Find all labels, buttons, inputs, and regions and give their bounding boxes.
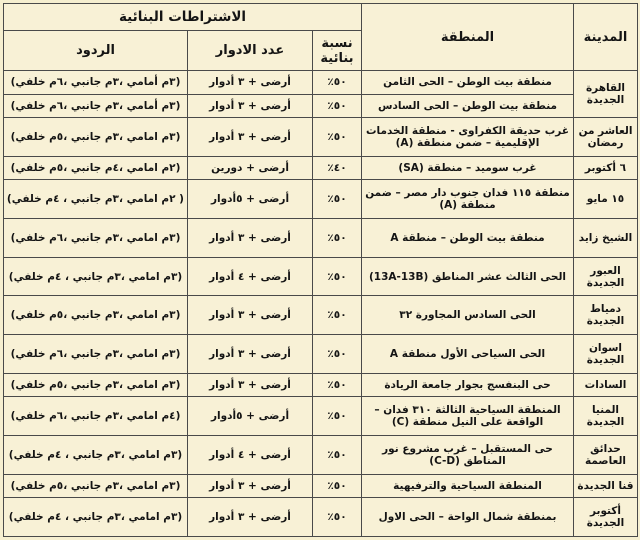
cell-city: قنا الجديدة	[574, 474, 638, 498]
cell-floors: أرضى + ٣ أدوار	[188, 118, 313, 157]
cell-ratio: ٥٠٪	[313, 435, 362, 474]
cell-ratio: ٥٠٪	[313, 397, 362, 436]
table-row	[4, 296, 638, 335]
cell-city: ١٥ مايو	[574, 180, 638, 219]
cell-area: حى البنفسج بجوار جامعة الريادة	[362, 373, 574, 397]
cell-area: غرب سوميد – منطقة (SA)	[362, 156, 574, 180]
cell-setbacks: (٣م أمامي ،٣م جانبي ،٦م خلفي)	[4, 94, 188, 118]
table-row	[4, 71, 638, 95]
header-setbacks: الردود	[4, 31, 188, 71]
cell-setbacks: (٤م امامي ،٣م جانبي ،٦م خلفي)	[4, 397, 188, 436]
cell-setbacks: (٣م امامي ،٣م جانبي ، ٤م خلفي)	[4, 257, 188, 296]
cell-setbacks: (٢م امامي ،٤م جانبي ،٥م خلفي)	[4, 156, 188, 180]
cell-setbacks: ( ٢م امامي ،٣م جانبي ، ٤م خلفي)	[4, 180, 188, 219]
cell-city: ٦ أكتوبر	[574, 156, 638, 180]
cell-setbacks: (٣م امامي ،٣م جانبي ،٥م خلفي)	[4, 118, 188, 157]
cell-city: الشيخ زايد	[574, 219, 638, 258]
cell-ratio: ٤٠٪	[313, 156, 362, 180]
cell-city: حدائق العاصمة	[574, 435, 638, 474]
cell-ratio: ٥٠٪	[313, 373, 362, 397]
cell-area: بمنطقة شمال الواحة – الحى الاول	[362, 498, 574, 537]
table-row	[4, 257, 638, 296]
cell-area: منطقة بيت الوطن – منطقة A	[362, 219, 574, 258]
cell-floors: أرضى + ٣ أدوار	[188, 335, 313, 374]
cell-floors: أرضى + ٣ أدوار	[188, 474, 313, 498]
cell-ratio: ٥٠٪	[313, 94, 362, 118]
header-area: المنطقة	[362, 4, 574, 71]
cell-ratio: ٥٠٪	[313, 296, 362, 335]
cell-setbacks: (٣م امامي ،٣م جانبي ،٥م خلفي)	[4, 474, 188, 498]
cell-area: المنطقة السياحية الثالثة ٣١٠ فدان – الواقعة على النيل منطقة (C)	[362, 397, 574, 436]
cell-city: أكتوبر الجديدة	[574, 498, 638, 537]
cell-floors: أرضى + ٣ أدوار	[188, 296, 313, 335]
table-row	[4, 474, 638, 498]
cell-setbacks: (٣م أمامي ،٣م جانبي ،٦م خلفي)	[4, 71, 188, 95]
cell-floors: أرضى + ٣ أدوار	[188, 94, 313, 118]
header-city: المدينة	[574, 4, 638, 71]
cell-city: القاهرة الجديدة	[574, 71, 638, 118]
table-row	[4, 156, 638, 180]
building-requirements-table	[3, 3, 638, 537]
cell-area: الحى السادس المجاورة ٣٢	[362, 296, 574, 335]
cell-ratio: ٥٠٪	[313, 335, 362, 374]
table-row	[4, 373, 638, 397]
cell-area: غرب حديقة الكفراوى - منطقة الخدمات الإقليمية – ضمن منطقة (A)	[362, 118, 574, 157]
cell-ratio: ٥٠٪	[313, 257, 362, 296]
cell-ratio: ٥٠٪	[313, 180, 362, 219]
cell-floors: أرضى + ٤ أدوار	[188, 257, 313, 296]
cell-city: دمياط الجديدة	[574, 296, 638, 335]
cell-floors: أرضى + ٥أدوار	[188, 180, 313, 219]
cell-area: حى المستقبل – غرب مشروع نور المناطق (C-D)	[362, 435, 574, 474]
table-row	[4, 397, 638, 436]
cell-floors: أرضى + ٣ أدوار	[188, 373, 313, 397]
table-row	[4, 118, 638, 157]
cell-city: العبور الجديدة	[574, 257, 638, 296]
header-ratio: نسبة بنائية	[313, 31, 362, 71]
table-row	[4, 94, 638, 118]
cell-setbacks: (٣م امامي ،٣م جانبي ،٦م خلفي)	[4, 335, 188, 374]
cell-ratio: ٥٠٪	[313, 219, 362, 258]
header-floors: عدد الادوار	[188, 31, 313, 71]
cell-area: المنطقة السياحية والترفيهية	[362, 474, 574, 498]
cell-area: منطقة ١١٥ فدان جنوب دار مصر – ضمن منطقة (A)	[362, 180, 574, 219]
table-row	[4, 435, 638, 474]
cell-city: العاشر من رمضان	[574, 118, 638, 157]
cell-floors: أرضى + ٣ أدوار	[188, 71, 313, 95]
cell-floors: أرضى + دورين	[188, 156, 313, 180]
cell-ratio: ٥٠٪	[313, 498, 362, 537]
table-body	[4, 71, 638, 537]
table-row	[4, 180, 638, 219]
cell-ratio: ٥٠٪	[313, 474, 362, 498]
cell-ratio: ٥٠٪	[313, 71, 362, 95]
cell-city: اسوان الجديدة	[574, 335, 638, 374]
cell-setbacks: (٣م امامي ،٣م جانبي ،٥م خلفي)	[4, 373, 188, 397]
cell-area: منطقة بيت الوطن – الحى الثامن	[362, 71, 574, 95]
cell-floors: أرضى + ٤ أدوار	[188, 435, 313, 474]
cell-floors: أرضى + ٣ أدوار	[188, 498, 313, 537]
table-row	[4, 219, 638, 258]
cell-ratio: ٥٠٪	[313, 118, 362, 157]
header-building-requirements: الاشتراطات البنائية	[4, 4, 362, 31]
cell-area: الحى السياحى الأول منطقة A	[362, 335, 574, 374]
cell-setbacks: (٣م امامي ،٣م جانبي ، ٤م خلفي)	[4, 498, 188, 537]
cell-floors: أرضى + ٥أدوار	[188, 397, 313, 436]
cell-area: منطقة بيت الوطن – الحى السادس	[362, 94, 574, 118]
cell-city: السادات	[574, 373, 638, 397]
cell-setbacks: (٣م امامي ،٣م جانبي ، ٤م خلفي)	[4, 435, 188, 474]
cell-setbacks: (٣م امامي ،٣م جانبي ،٦م خلفي)	[4, 219, 188, 258]
cell-city: المنيا الجديدة	[574, 397, 638, 436]
cell-area: الحى الثالث عشر المناطق (13A-13B)	[362, 257, 574, 296]
cell-setbacks: (٣م امامي ،٣م جانبي ،٥م خلفي)	[4, 296, 188, 335]
table-row	[4, 335, 638, 374]
table-row	[4, 498, 638, 537]
cell-floors: أرضى + ٣ أدوار	[188, 219, 313, 258]
